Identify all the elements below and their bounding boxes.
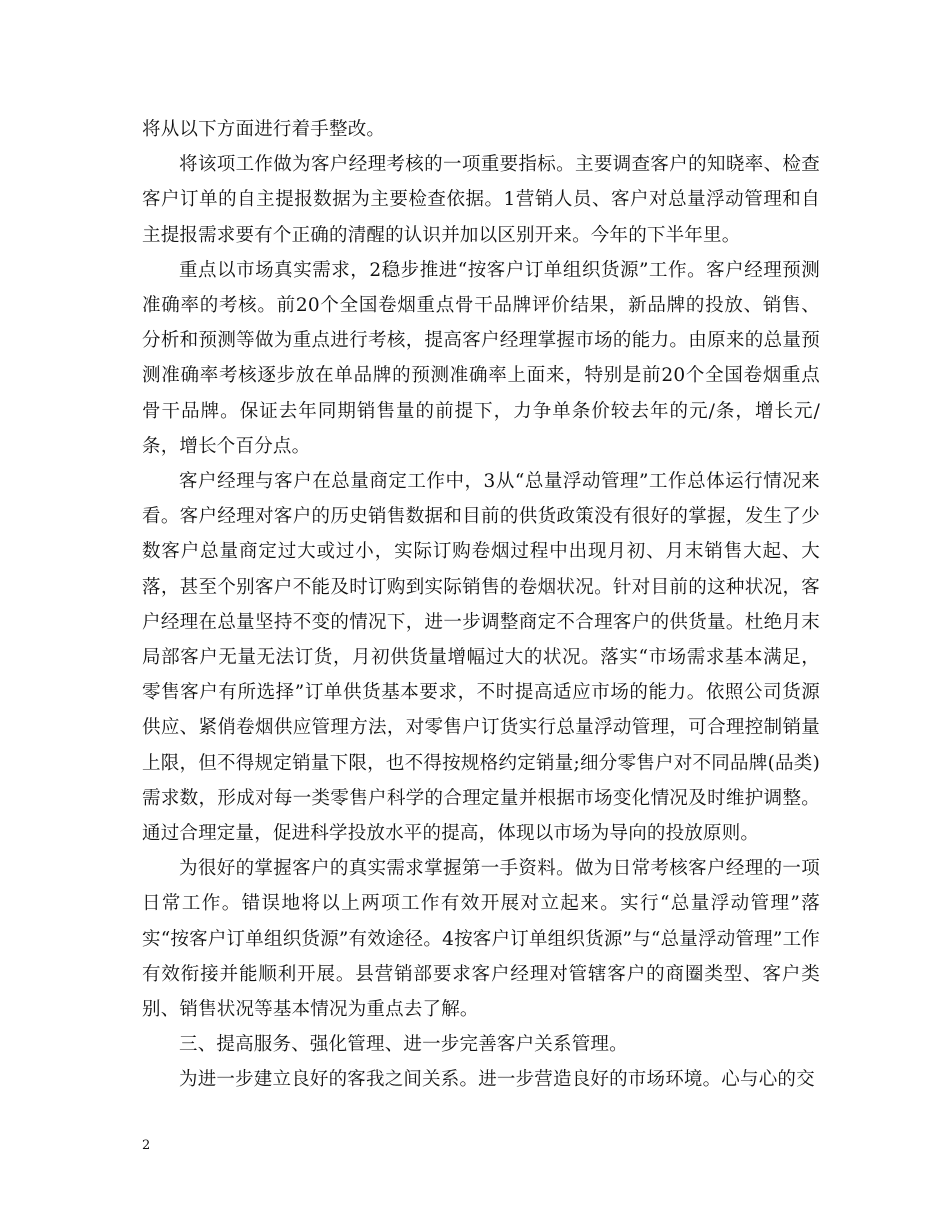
body-text [142, 112, 820, 1098]
paragraph: 为进一步建立良好的客我之间关系。进一步营造良好的市场环境。心与心的交 [179, 1069, 815, 1091]
paragraph: 三、提高服务、强化管理、进一步完善客户关系管理。 [179, 1034, 628, 1056]
paragraph: 客户经理与客户在总量商定工作中，3从“总量浮动管理”工作总体运行情况来看。客户经理对客户的历史销售数据和目前的供货政策没有很好的掌握，发生了少数客户总量商定过大或过小，实际订购卷烟过程中出现月初、月末销售大起、大落，甚至个别客户不能及时订购到实际销售的卷烟状况。针对目前的这种状况，客户经理在总量坚持不变的情况下，进一步调整商定不合理客户的供货量。杜绝月末局部客户无量无法订货，月初供货量增幅过大的状况。落实“市场需求基本满足，零售客户有所选择”订单供货基本要求，不时提高适应市场的能力。依照公司货源供应、紧俏卷烟供应管理方法，对零售户订货实行总量浮动管理，可合理控制销量上限，但不得规定销量下限，也不得按规格约定销量;细分零售户对不同品牌(品类)需求数，形成对每一类零售户科学的合理定量并根据市场变化情况及时维护调整。通过合理定量，促进科学投放水平的提高，体现以市场为导向的投放原则。 [142, 471, 820, 845]
paragraph: 将该项工作做为客户经理考核的一项重要指标。主要调查客户的知晓率、检查客户订单的自主提报数据为主要检查依据。1营销人员、客户对总量浮动管理和自主提报需求要有个正确的清醒的认识并加以区别开来。今年的下半年里。 [142, 154, 820, 246]
paragraph: 为很好的掌握客户的真实需求掌握第一手资料。做为日常考核客户经理的一项日常工作。错误地将以上两项工作有效开展对立起来。实行“总量浮动管理”落实“按客户订单组织货源”有效途径。4按客户订单组织货源”与“总量浮动管理”工作有效衔接并能顺利开展。县营销部要求客户经理对管辖客户的商圈类型、客户类别、销售状况等基本情况为重点去了解。 [142, 858, 820, 1021]
paragraph: 将从以下方面进行着手整改。 [142, 119, 386, 140]
page-number: 2 [142, 1138, 151, 1153]
paragraph: 重点以市场真实需求，2稳步推进“按客户订单组织货源”工作。客户经理预测准确率的考核。前20个全国卷烟重点骨干品牌评价结果，新品牌的投放、销售、分析和预测等做为重点进行考核，提高客户经理掌握市场的能力。由原来的总量预测准确率考核逐步放在单品牌的预测准确率上面来，特别是前20个全国卷烟重点骨干品牌。保证去年同期销售量的前提下，力争单条价较去年的元/条，增长元/条，增长个百分点。 [142, 259, 820, 457]
